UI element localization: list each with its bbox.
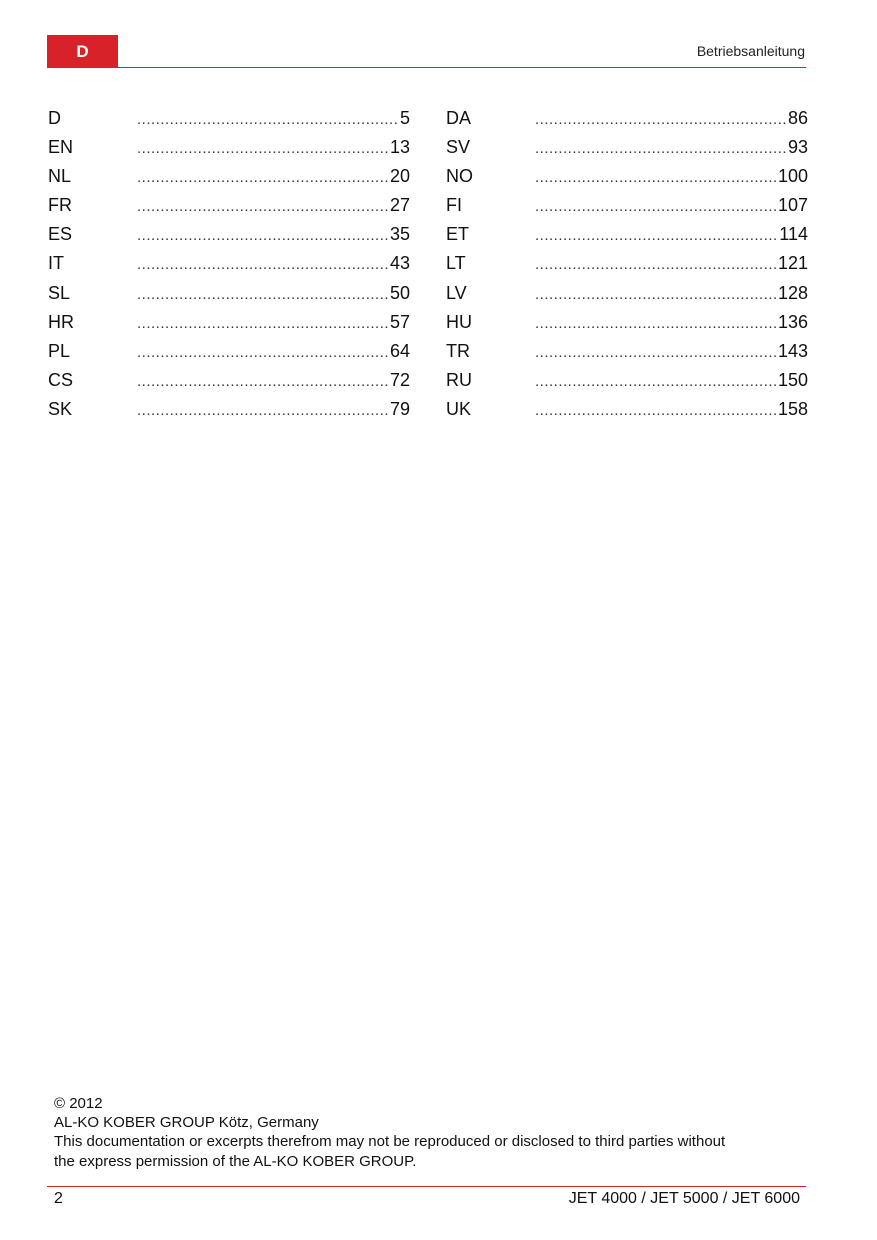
toc-column-left bbox=[48, 104, 410, 424]
toc-page-number: 121 bbox=[777, 253, 808, 274]
toc-page-number: 128 bbox=[777, 282, 808, 303]
toc-page-number: 64 bbox=[389, 340, 410, 361]
toc-page-number: 93 bbox=[787, 137, 808, 158]
model-line: JET 4000 / JET 5000 / JET 6000 bbox=[568, 1190, 800, 1207]
page-number: 2 bbox=[54, 1190, 63, 1207]
toc-language-code: D bbox=[48, 108, 61, 128]
toc-language-code: NO bbox=[446, 166, 473, 187]
toc-dot-leader bbox=[535, 221, 778, 250]
notice-line: the express permission of the AL-KO KOBER GROUP. bbox=[54, 1152, 417, 1170]
toc-dot-leader bbox=[137, 221, 389, 250]
toc-language-code: LV bbox=[446, 282, 467, 303]
toc-entry bbox=[446, 249, 808, 278]
toc-language-code: NL bbox=[48, 166, 72, 187]
toc-language-code: ES bbox=[48, 224, 73, 245]
toc-page-number: 72 bbox=[389, 369, 410, 390]
toc-page-number: 114 bbox=[779, 224, 808, 245]
toc-language-code: IT bbox=[48, 253, 64, 274]
toc-entry bbox=[48, 249, 410, 278]
toc-language-code: SV bbox=[446, 137, 471, 158]
toc-entry bbox=[48, 191, 410, 220]
toc-page-number: 150 bbox=[777, 369, 808, 390]
toc-page-number: 13 bbox=[389, 137, 410, 158]
toc-language-code: FR bbox=[48, 195, 72, 216]
toc-page-number: 158 bbox=[777, 398, 808, 419]
toc-page-number: 79 bbox=[389, 398, 410, 419]
toc-entry bbox=[446, 337, 808, 366]
toc-page-number: 27 bbox=[389, 195, 410, 216]
document-type: Betriebsanleitung bbox=[696, 43, 805, 59]
toc-entry bbox=[48, 162, 410, 191]
toc-language-code: HU bbox=[446, 311, 472, 332]
footer-rule bbox=[47, 1186, 806, 1187]
toc-page-number: 35 bbox=[389, 224, 410, 245]
toc-dot-leader bbox=[535, 280, 777, 309]
toc-dot-leader bbox=[535, 134, 787, 163]
toc-dot-leader bbox=[137, 309, 389, 338]
toc-dot-leader bbox=[137, 396, 389, 425]
toc-dot-leader bbox=[535, 367, 777, 396]
notice-line: This documentation or excerpts therefrom may not be reproduced or disclosed to third parties without bbox=[54, 1133, 726, 1151]
toc-entry bbox=[446, 308, 808, 337]
toc-entry bbox=[446, 220, 808, 249]
toc-entry bbox=[446, 395, 808, 424]
toc-dot-leader bbox=[137, 134, 389, 163]
company-line: AL-KO KOBER GROUP Kötz, Germany bbox=[54, 1114, 319, 1132]
toc-dot-leader bbox=[535, 250, 777, 279]
toc-language-code: FI bbox=[446, 195, 462, 216]
toc-page-number: 136 bbox=[777, 311, 808, 332]
toc-dot-leader bbox=[137, 280, 389, 309]
toc-column-right bbox=[446, 104, 808, 424]
toc-page-number: 50 bbox=[389, 282, 410, 303]
toc-entry bbox=[48, 337, 410, 366]
toc-language-code: CS bbox=[48, 369, 74, 390]
toc-entry bbox=[48, 395, 410, 424]
toc-language-code: SL bbox=[48, 282, 71, 303]
toc-dot-leader bbox=[535, 192, 777, 221]
toc-page-number: 57 bbox=[389, 311, 410, 332]
toc-language-code: SK bbox=[48, 398, 73, 419]
toc-language-code: TR bbox=[446, 340, 470, 361]
toc-dot-leader bbox=[137, 338, 389, 367]
footer-notice bbox=[54, 1094, 814, 1171]
toc-dot-leader bbox=[535, 338, 777, 367]
toc-language-code: ET bbox=[446, 224, 470, 245]
toc-language-code: HR bbox=[48, 311, 74, 332]
language-tab: D bbox=[47, 35, 118, 68]
toc-dot-leader bbox=[137, 163, 389, 192]
toc-dot-leader bbox=[535, 396, 777, 425]
toc-language-code: PL bbox=[48, 340, 71, 361]
toc-language-code: EN bbox=[48, 137, 74, 158]
toc-dot-leader bbox=[535, 163, 777, 192]
toc-page-number: 86 bbox=[787, 108, 808, 128]
toc-page-number: 20 bbox=[389, 166, 410, 187]
toc-entry bbox=[446, 366, 808, 395]
header-rule bbox=[47, 67, 806, 68]
toc-dot-leader bbox=[137, 105, 399, 134]
toc-dot-leader bbox=[137, 192, 389, 221]
toc-entry bbox=[446, 279, 808, 308]
toc-page-number: 107 bbox=[777, 195, 808, 216]
toc-page-number: 5 bbox=[399, 108, 410, 128]
toc-entry bbox=[48, 279, 410, 308]
toc-language-code: RU bbox=[446, 369, 472, 390]
toc-language-code: LT bbox=[446, 253, 466, 274]
toc-page-number: 100 bbox=[777, 166, 808, 187]
toc-dot-leader bbox=[137, 367, 389, 396]
toc-entry bbox=[48, 104, 410, 133]
toc-dot-leader bbox=[535, 105, 787, 134]
toc-dot-leader bbox=[535, 309, 777, 338]
toc-page-number: 143 bbox=[777, 340, 808, 361]
toc-language-code: DA bbox=[446, 108, 472, 128]
toc-entry bbox=[48, 308, 410, 337]
toc-entry bbox=[446, 104, 808, 133]
toc-entry bbox=[48, 133, 410, 162]
toc-language-code: UK bbox=[446, 398, 472, 419]
toc-entry bbox=[446, 191, 808, 220]
toc-entry bbox=[446, 162, 808, 191]
toc-entry bbox=[48, 220, 410, 249]
toc-dot-leader bbox=[137, 250, 389, 279]
toc-page-number: 43 bbox=[389, 253, 410, 274]
toc-entry bbox=[446, 133, 808, 162]
copyright-line: © 2012 bbox=[54, 1095, 103, 1112]
toc-entry bbox=[48, 366, 410, 395]
